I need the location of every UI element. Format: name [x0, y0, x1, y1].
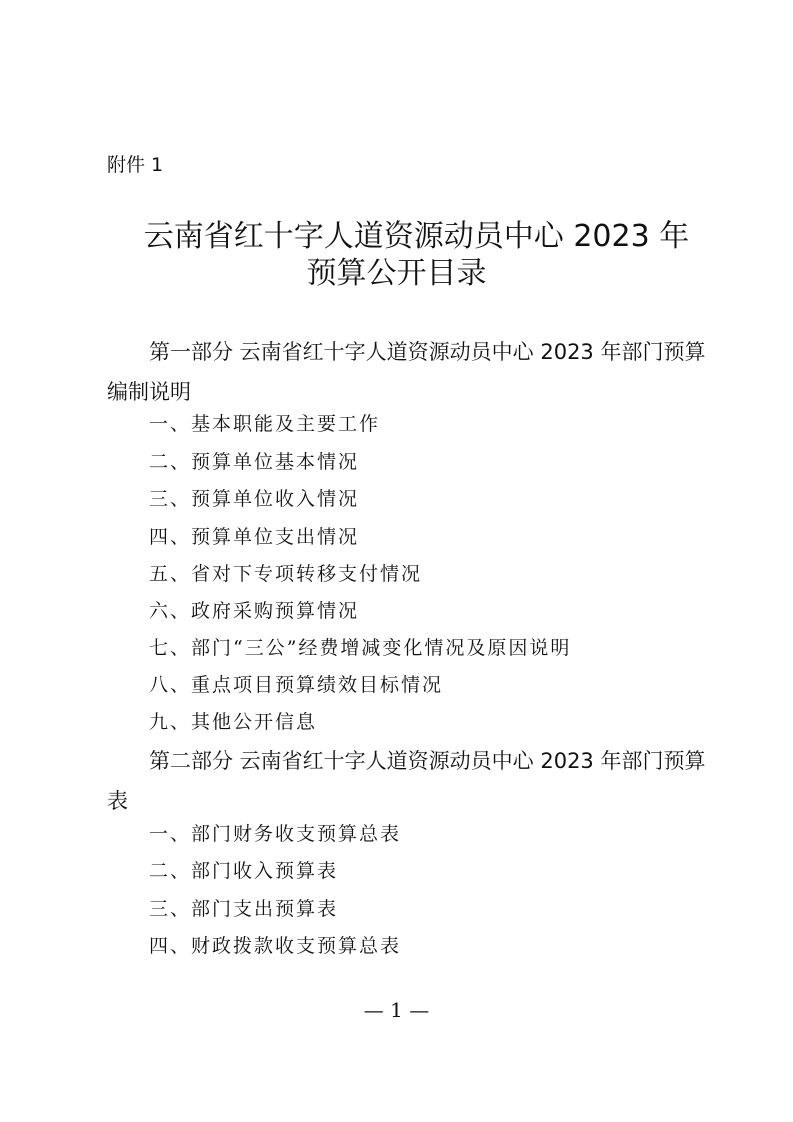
part2-item: 二、部门收入预算表 — [149, 860, 339, 882]
document-title-line-1: 云南省红十字人道资源动员中心 2023 年 — [143, 219, 690, 254]
part1-item: 六、政府采购预算情况 — [149, 600, 360, 622]
part2-heading: 第二部分 云南省红十字人道资源动员中心 2023 年部门预算表 — [107, 749, 706, 813]
part2-item: 四、财政拨款收支预算总表 — [149, 935, 402, 957]
part1-heading: 第一部分 云南省红十字人道资源动员中心 2023 年部门预算编制说明 — [107, 340, 706, 404]
page-number: — 1 — — [363, 998, 430, 1022]
part1-item: 九、其他公开信息 — [149, 711, 318, 733]
part1-item: 八、重点项目预算绩效目标情况 — [149, 674, 444, 696]
document-title-line-2: 预算公开目录 — [306, 256, 487, 291]
part1-item: 二、预算单位基本情况 — [149, 451, 360, 473]
part1-item: 七、部门“三公”经费增减变化情况及原因说明 — [149, 637, 572, 659]
part1-item: 四、预算单位支出情况 — [149, 526, 360, 548]
part2-item: 三、部门支出预算表 — [149, 898, 339, 920]
part1-item: 一、基本职能及主要工作 — [149, 413, 381, 435]
part2-item: 一、部门财务收支预算总表 — [149, 823, 402, 845]
attachment-label: 附件 1 — [107, 154, 164, 176]
part1-item: 三、预算单位收入情况 — [149, 488, 360, 510]
part1-item: 五、省对下专项转移支付情况 — [149, 563, 423, 585]
